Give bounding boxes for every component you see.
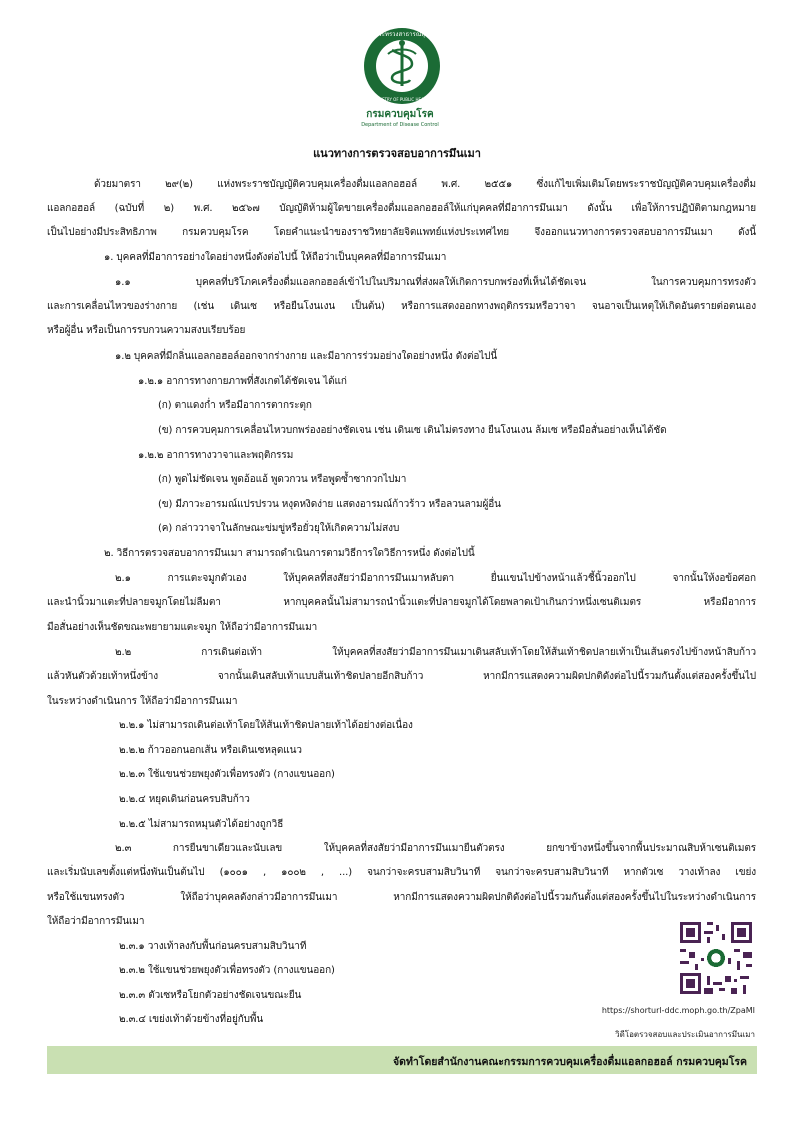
paragraph-line: ๒.๒ การเดินต่อเท้า ให้บุคคลที่สงสัยว่ามีอาการมึนเมาเดินสลับเท้าโดยให้ส้นเท้าชิดปลายเท้าเป็นเส้นตรงไปข้างหน้าสิบก้าว xyxy=(115,647,756,658)
section-2-heading: ๒. วิธีการตรวจสอบอาการมึนเมา สามารถดำเนินการตามวิธีการใดวิธีการหนึ่ง ดังต่อไปนี้ xyxy=(104,548,475,559)
sub-item: ๑.๒.๑ อาการทางกายภาพที่สังเกตได้ชัดเจน ได้แก่ xyxy=(138,376,347,387)
sub-item: ๒.๒.๕ ไม่สามารถหมุนตัวได้อย่างถูกวิธี xyxy=(119,819,284,830)
sub-item: ๒.๓.๑ วางเท้าลงกับพื้นก่อนครบสามสิบวินาที xyxy=(119,941,307,952)
ministry-logo xyxy=(362,26,442,106)
qr-caption: วิดีโอตรวจสอบและประเมินอาการมึนเมา xyxy=(615,1030,755,1039)
paragraph-line: ให้ถือว่ามีอาการมึนเมา xyxy=(47,916,145,927)
logo-ring-text: กระทรวงสาธารณสุข xyxy=(374,31,430,38)
qr-url[interactable]: https://shorturl-ddc.moph.go.th/ZpaMI xyxy=(601,1006,755,1015)
sub-item: ๒.๒.๔ หยุดเดินก่อนครบสิบก้าว xyxy=(119,794,250,805)
sub-item: (ข) การควบคุมการเคลื่อนไหวบกพร่องอย่างชัดเจน เช่น เดินเซ เดินไม่ตรงทาง ยืนโงนเงน ล้มเซ หรือมือสั่นอย่างเห็นได้ชัด xyxy=(158,425,667,436)
paragraph-line: และการเคลื่อนไหวของร่างกาย (เช่น เดินเซ หรือยืนโงนเงน เป็นต้น) หรือการแสดงออกทางพฤติกรรมหรือวาจา จนอาจเป็นเหตุให้เกิดอันตรายต่อตนเอง xyxy=(47,301,756,312)
section-1-heading: ๑. บุคคลที่มีอาการอย่างใดอย่างหนึ่งดังต่อไปนี้ ให้ถือว่าเป็นบุคคลที่มีอาการมึนเมา xyxy=(104,252,447,263)
subsection-heading: ๑.๒ บุคคลที่มีกลิ่นแอลกอฮอล์ออกจากร่างกาย และมีอาการร่วมอย่างใดอย่างหนึ่ง ดังต่อไปนี้ xyxy=(115,351,498,362)
logo-ring-text-en: MINISTRY OF PUBLIC HEALTH xyxy=(373,97,431,102)
intro-line: ด้วยมาตรา ๒๙(๒) แห่งพระราชบัญญัติควบคุมเครื่องดื่มแอลกอฮอล์ พ.ศ. ๒๕๕๑ ซึ่งแก้ไขเพิ่มเติมโดยพระราชบัญญัติควบคุมเครื่องดื่ม xyxy=(94,179,756,190)
sub-item: ๒.๒.๑ ไม่สามารถเดินต่อเท้าโดยให้ส้นเท้าชิดปลายเท้าได้อย่างต่อเนื่อง xyxy=(119,720,413,731)
sub-item: ๒.๓.๔ เขย่งเท้าด้วยข้างที่อยู่กับพื้น xyxy=(119,1014,264,1025)
sub-item: ๑.๒.๒ อาการทางวาจาและพฤติกรรม xyxy=(138,450,294,461)
sub-item: ๒.๓.๓ ตัวเซหรือโยกตัวอย่างชัดเจนขณะยืน xyxy=(119,990,302,1001)
sub-item: (ค) กล่าววาจาในลักษณะข่มขู่หรือยั่วยุให้เกิดความไม่สงบ xyxy=(158,523,400,534)
paragraph-line: หรือใช้แขนทรงตัว ให้ถือว่าบุคคลดังกล่าวมีอาการมึนเมา หากมีการแสดงความผิดปกติดังต่อไปนี้รวมกันตั้งแต่สองครั้งขึ้นไปในระหว่างดำเนินการ xyxy=(47,892,756,903)
footer-text: จัดทำโดยสำนักงานคณะกรรมการควบคุมเครื่องดื่มแอลกอฮอล์ กรมควบคุมโรค xyxy=(393,1056,747,1068)
paragraph-line: ๒.๓ การยืนขาเดียวและนับเลข ให้บุคคลที่สงสัยว่ามีอาการมึนเมายืนตัวตรง ยกขาข้างหนึ่งขึ้นจากพื้นประมาณสิบห้าเซนติเมตร xyxy=(115,843,756,854)
paragraph-line: ๑.๑ บุคคลที่บริโภคเครื่องดื่มแอลกอฮอล์เข้าไปในปริมาณที่ส่งผลให้เกิดการบกพร่องที่เห็นได้ชัดเจน ในการควบคุมการทรงตัว xyxy=(115,277,756,288)
paragraph-line: หรือผู้อื่น หรือเป็นการรบกวนความสงบเรียบร้อย xyxy=(47,325,246,336)
paragraph-line: ในระหว่างดำเนินการ ให้ถือว่ามีอาการมึนเมา xyxy=(47,696,238,707)
department-name-en: Department of Disease Control xyxy=(361,122,439,128)
document-title: แนวทางการตรวจสอบอาการมึนเมา xyxy=(313,147,481,160)
sub-item: (ก) ตาแดงก่ำ หรือมีอาการตากระตุก xyxy=(158,400,312,411)
intro-line: เป็นไปอย่างมีประสิทธิภาพ กรมควบคุมโรค โดยคำแนะนำของราชวิทยาลัยจิตแพทย์แห่งประเทศไทย จึงออกแนวทางการตรวจสอบอาการมึนเมา ดังนี้ xyxy=(47,227,756,238)
sub-item: (ข) มีภาวะอารมณ์แปรปรวน หงุดหงิดง่าย แสดงอารมณ์ก้าวร้าว หรือลวนลามผู้อื่น xyxy=(158,499,501,510)
sub-item: ๒.๒.๓ ใช้แขนช่วยพยุงตัวเพื่อทรงตัว (กางแขนออก) xyxy=(119,769,335,780)
intro-line: แอลกอฮอล์ (ฉบับที่ ๒) พ.ศ. ๒๕๖๗ บัญญัติห้ามผู้ใดขายเครื่องดื่มแอลกอฮอล์ให้แก่บุคคลที่มีอาการมึนเมา ดังนั้น เพื่อให้การปฏิบัติตามกฎหมาย xyxy=(47,203,756,214)
paragraph-line: ๒.๑ การแตะจมูกตัวเอง ให้บุคคลที่สงสัยว่ามีอาการมึนเมาหลับตา ยื่นแขนไปข้างหน้าแล้วชี้นิ้วออกไป จากนั้นให้งอข้อศอก xyxy=(115,573,756,584)
department-name-th: กรมควบคุมโรค xyxy=(366,109,434,120)
paragraph-line: และนำนิ้วมาแตะที่ปลายจมูกโดยไม่ลืมตา หากบุคคลนั้นไม่สามารถนำนิ้วแตะที่ปลายจมูกได้โดยพลาดเป้าเกินกว่าหนึ่งเซนติเมตร หรือมีอาการ xyxy=(47,597,756,608)
sub-item: ๒.๒.๒ ก้าวออกนอกเส้น หรือเดินเซหลุดแนว xyxy=(119,745,302,756)
footer-banner xyxy=(47,1046,757,1074)
paragraph-line: และเริ่มนับเลขตั้งแต่หนึ่งพันเป็นต้นไป (๑๐๐๑ , ๑๐๐๒ , ...) จนกว่าจะครบสามสิบวินาที จนกว่าจะครบสามสิบวินาที หากตัวเซ วางเท้าลง เขย่ง xyxy=(47,867,756,878)
sub-item: ๒.๓.๒ ใช้แขนช่วยพยุงตัวเพื่อทรงตัว (กางแขนออก) xyxy=(119,965,335,976)
paragraph-line: แล้วหันตัวด้วยเท้าหนึ่งข้าง จากนั้นเดินสลับเท้าแบบส้นเท้าชิดปลายอีกสิบก้าว หากมีการแสดงความผิดปกติดังต่อไปนี้รวมกันตั้งแต่สองครั้งขึ้นไป xyxy=(47,671,756,682)
paragraph-line: มือสั่นอย่างเห็นชัดขณะพยายามแตะจมูก ให้ถือว่ามีอาการมึนเมา xyxy=(47,622,318,633)
sub-item: (ก) พูดไม่ชัดเจน พูดอ้อแอ้ พูดวกวน หรือพูดซ้ำซากวกไปมา xyxy=(158,474,407,485)
qr-code[interactable] xyxy=(677,919,755,997)
